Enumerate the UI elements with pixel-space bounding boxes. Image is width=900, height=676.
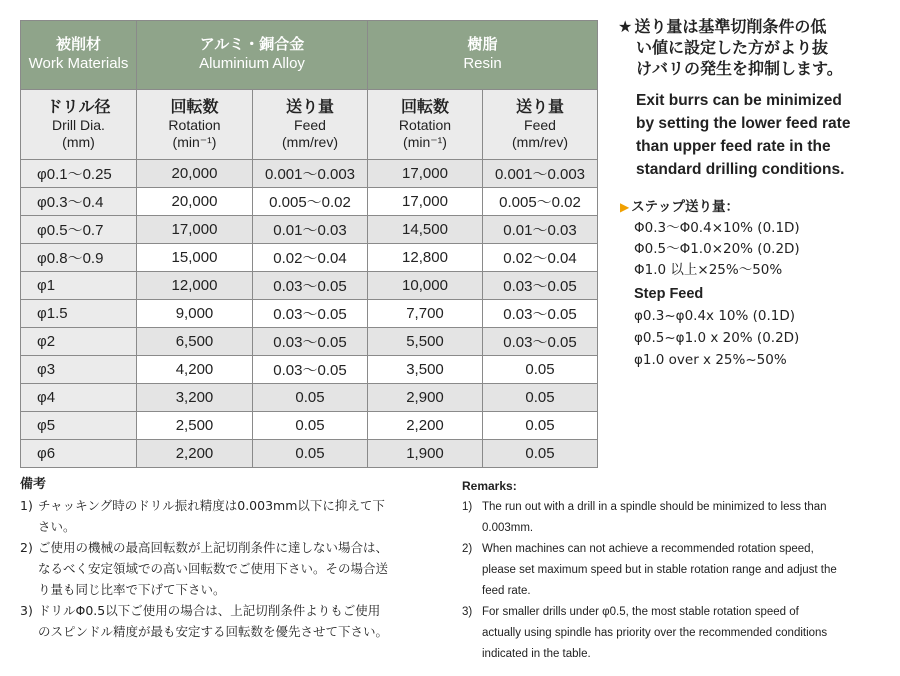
- remark-text: [482, 602, 827, 665]
- table-row: [21, 384, 598, 412]
- remark-line: actually using spindle has priority over the recommended conditions: [482, 627, 828, 639]
- resin-en: Resin: [463, 55, 502, 72]
- al-feed-cell: 0.005～0.02: [253, 188, 368, 216]
- aluminium-en: Aluminium Alloy: [199, 55, 305, 72]
- al-rotation-header: [137, 90, 253, 160]
- remark-line: 0.003mm.: [482, 522, 534, 534]
- resin-jp: 樹脂: [467, 36, 498, 54]
- rs-rotation-cell: 14,500: [368, 216, 483, 244]
- table-row: [21, 412, 598, 440]
- drill-dia-cell: φ0.8～0.9: [21, 244, 137, 272]
- drill-dia-cell: φ4: [21, 384, 137, 412]
- rs-rotation-cell: 12,800: [368, 244, 483, 272]
- remark-line: ご使用の機械の最高回転数が上記切削条件に達しない場合は、: [38, 540, 389, 555]
- drill-dia-cell: φ1.5: [21, 300, 137, 328]
- drill-dia-unit: (mm): [62, 134, 95, 151]
- table-row: [21, 440, 598, 468]
- remarks-en-title: Remarks:: [462, 479, 517, 493]
- remark-number: 1): [462, 501, 473, 513]
- remark-text: [482, 497, 827, 539]
- step-label-jp-text: ステップ送り量：: [631, 199, 739, 215]
- rs-feed-cell: 0.03～0.05: [483, 300, 598, 328]
- rs-rotation-cell: 1,900: [368, 440, 483, 468]
- feed-unit: (mm/rev): [282, 134, 338, 151]
- note-jp-line: [618, 16, 888, 37]
- remark-text: [38, 537, 388, 600]
- remarks-en-item: [462, 602, 882, 665]
- rs-rotation-cell: 17,000: [368, 160, 483, 188]
- rs-feed-cell: 0.05: [483, 384, 598, 412]
- triangle-bullet-icon: ▶: [620, 200, 630, 214]
- note-jp: [618, 16, 888, 79]
- step-jp-line: Φ0.5～Φ1.0×20% (0.2D): [634, 241, 800, 257]
- al-feed-cell: 0.01～0.03: [253, 216, 368, 244]
- feed-en: Feed: [524, 117, 556, 134]
- rs-feed-cell: 0.05: [483, 440, 598, 468]
- remarks-jp-item: [20, 495, 440, 537]
- drill-dia-header: [21, 90, 137, 160]
- remarks-jp-item: [20, 600, 440, 642]
- al-rotation-cell: 6,500: [137, 328, 253, 356]
- remark-line: り量も同じ比率で下げて下さい。: [38, 582, 226, 597]
- al-feed-cell: 0.001～0.003: [253, 160, 368, 188]
- rs-rotation-cell: 5,500: [368, 328, 483, 356]
- remarks-jp-title: 備考: [20, 477, 47, 492]
- remark-line: please set maximum speed but in stable rotation range and adjust the: [482, 564, 837, 576]
- al-rotation-cell: 3,200: [137, 384, 253, 412]
- step-feed-label-en: Step Feed: [634, 286, 704, 302]
- remark-number: 2): [20, 540, 33, 555]
- rs-feed-cell: 0.03～0.05: [483, 272, 598, 300]
- drill-dia-cell: φ5: [21, 412, 137, 440]
- drill-dia-en: Drill Dia.: [52, 117, 105, 134]
- drill-dia-cell: φ1: [21, 272, 137, 300]
- al-rotation-cell: 9,000: [137, 300, 253, 328]
- table-row: [21, 244, 598, 272]
- drill-dia-cell: φ0.5～0.7: [21, 216, 137, 244]
- rs-feed-cell: 0.05: [483, 356, 598, 384]
- remark-line: チャッキング時のドリル振れ精度は0.003mm以下に抑えて下: [38, 498, 385, 513]
- al-feed-cell: 0.05: [253, 440, 368, 468]
- remark-text: [38, 495, 385, 537]
- al-rotation-cell: 17,000: [137, 216, 253, 244]
- al-feed-header: [253, 90, 368, 160]
- table-row: [21, 188, 598, 216]
- note-jp-line: い値に設定した方がより抜: [636, 38, 829, 57]
- rs-rotation-cell: 17,000: [368, 188, 483, 216]
- drill-dia-cell: φ0.3～0.4: [21, 188, 137, 216]
- rs-feed-cell: 0.005～0.02: [483, 188, 598, 216]
- feed-rate-note: [618, 16, 888, 371]
- remark-text: [38, 600, 388, 642]
- remark-line: indicated in the table.: [482, 648, 591, 660]
- remarks-jp: [20, 474, 440, 642]
- note-jp-text: 送り量は基準切削条件の低: [634, 17, 827, 36]
- note-jp-line: けバリの発生を抑制します。: [636, 59, 843, 78]
- table-row: [21, 356, 598, 384]
- drill-dia-cell: φ6: [21, 440, 137, 468]
- al-rotation-cell: 12,000: [137, 272, 253, 300]
- table-row: [21, 160, 598, 188]
- al-rotation-cell: 2,500: [137, 412, 253, 440]
- al-feed-cell: 0.03～0.05: [253, 272, 368, 300]
- rs-feed-cell: 0.01～0.03: [483, 216, 598, 244]
- remark-number: 3): [462, 606, 473, 618]
- aluminium-header: [137, 21, 368, 90]
- remark-line: For smaller drills under φ0.5, the most stable rotation speed of: [482, 606, 799, 618]
- drill-dia-jp: ドリル径: [46, 99, 111, 117]
- remark-number: 2): [462, 543, 473, 555]
- step-jp-line: Φ1.0 以上×25%～50%: [634, 262, 783, 278]
- note-en-line: by setting the lower feed rate: [636, 115, 851, 132]
- remark-line: feed rate.: [482, 585, 531, 597]
- work-materials-header: [21, 21, 137, 90]
- rs-feed-cell: 0.02～0.04: [483, 244, 598, 272]
- remark-line: The run out with a drill in a spindle should be minimized to less than: [482, 501, 827, 513]
- group-header-row: [21, 21, 598, 90]
- remark-line: ドリルΦ0.5以下ご使用の場合は、上記切削条件よりもご使用: [38, 603, 381, 618]
- remarks-en: [462, 476, 882, 665]
- table-row: [21, 216, 598, 244]
- al-rotation-cell: 4,200: [137, 356, 253, 384]
- step-jp-line: Φ0.3～Φ0.4×10% (0.1D): [634, 220, 800, 236]
- al-feed-cell: 0.05: [253, 412, 368, 440]
- table-body: [21, 160, 598, 468]
- feed-jp: 送り量: [515, 99, 564, 117]
- table-row: [21, 272, 598, 300]
- rotation-en: Rotation: [168, 117, 221, 134]
- al-feed-cell: 0.03～0.05: [253, 356, 368, 384]
- rs-feed-cell: 0.001～0.003: [483, 160, 598, 188]
- drill-dia-cell: φ0.1～0.25: [21, 160, 137, 188]
- al-feed-cell: 0.05: [253, 384, 368, 412]
- rs-rotation-cell: 10,000: [368, 272, 483, 300]
- rs-feed-header: [483, 90, 598, 160]
- rotation-jp: 回転数: [400, 99, 449, 117]
- rs-rotation-cell: 3,500: [368, 356, 483, 384]
- remark-line: When machines can not achieve a recommended rotation speed,: [482, 543, 814, 555]
- rs-rotation-cell: 2,900: [368, 384, 483, 412]
- work-materials-jp: 被削材: [55, 36, 101, 54]
- step-feed-block: [618, 197, 888, 371]
- step-feed-label-jp: [620, 197, 888, 218]
- drill-dia-cell: φ2: [21, 328, 137, 356]
- table-row: [21, 300, 598, 328]
- rotation-en: Rotation: [398, 117, 452, 134]
- al-feed-cell: 0.03～0.05: [253, 300, 368, 328]
- aluminium-jp: アルミ・銅合金: [199, 36, 305, 54]
- step-en-line: φ1.0 over x 25%~50%: [634, 352, 787, 368]
- note-en: [618, 89, 888, 181]
- star-icon: ★: [618, 17, 633, 36]
- rotation-jp: 回転数: [170, 99, 219, 117]
- table-row: [21, 328, 598, 356]
- note-en-line: than upper feed rate in the: [636, 138, 831, 155]
- remarks-en-item: [462, 539, 882, 602]
- al-rotation-cell: 15,000: [137, 244, 253, 272]
- remark-number: 3): [20, 603, 33, 618]
- step-en-line: φ0.3~φ0.4x 10% (0.1D): [634, 308, 796, 324]
- step-en-line: φ0.5~φ1.0 x 20% (0.2D): [634, 330, 800, 346]
- rs-rotation-header: [368, 90, 483, 160]
- al-feed-cell: 0.03～0.05: [253, 328, 368, 356]
- note-en-line: Exit burrs can be minimized: [636, 92, 842, 109]
- rotation-unit: (min⁻¹): [172, 134, 217, 151]
- cutting-conditions-table: [20, 20, 598, 468]
- work-materials-en: Work Materials: [28, 55, 129, 72]
- remark-number: 1): [20, 498, 33, 513]
- al-rotation-cell: 2,200: [137, 440, 253, 468]
- remark-line: なるべく安定領域での高い回転数でご使用下さい。その場合送: [38, 561, 389, 576]
- feed-unit: (mm/rev): [512, 134, 568, 151]
- resin-header: [368, 21, 598, 90]
- rs-rotation-cell: 2,200: [368, 412, 483, 440]
- rotation-unit: (min⁻¹): [403, 134, 447, 151]
- remark-text: [482, 539, 837, 602]
- remarks-jp-item: [20, 537, 440, 600]
- al-rotation-cell: 20,000: [137, 188, 253, 216]
- feed-jp: 送り量: [285, 99, 334, 117]
- remarks-en-item: [462, 497, 882, 539]
- rs-feed-cell: 0.03～0.05: [483, 328, 598, 356]
- al-feed-cell: 0.02～0.04: [253, 244, 368, 272]
- remark-line: のスピンドル精度が最も安定する回転数を優先させて下さい。: [38, 624, 389, 639]
- al-rotation-cell: 20,000: [137, 160, 253, 188]
- rs-rotation-cell: 7,700: [368, 300, 483, 328]
- rs-feed-cell: 0.05: [483, 412, 598, 440]
- note-en-line: standard drilling conditions.: [636, 161, 845, 178]
- sub-header-row: [21, 90, 598, 160]
- feed-en: Feed: [294, 117, 326, 134]
- remark-line: さい。: [38, 519, 76, 534]
- drill-dia-cell: φ3: [21, 356, 137, 384]
